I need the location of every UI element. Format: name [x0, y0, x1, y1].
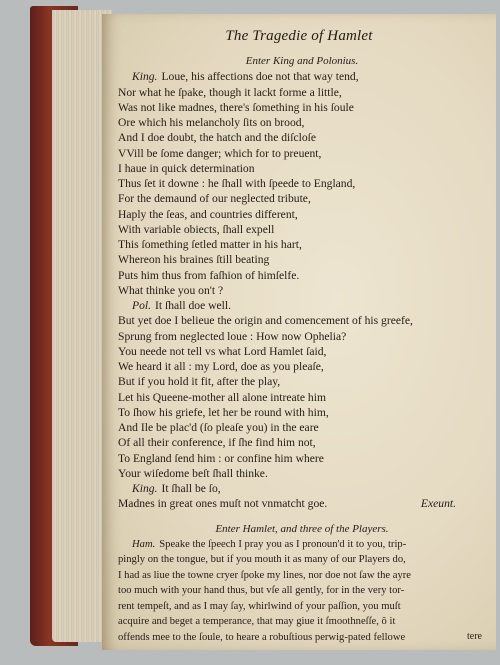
- verse-line-text: Let his Queene-mother all alone intreate him: [118, 390, 326, 404]
- verse-line-text: Nor what he ſpake, though it lackt forme a little,: [118, 85, 342, 99]
- verse-line-text: This ſomething ſetled matter in his hart,: [118, 238, 302, 251]
- prose-line-text: I had as liue the towne cryer ſpoke my lines, nor doe not ſaw the ayre: [118, 569, 411, 581]
- prose-line-text: rent tempeſt, and as I may ſay, whirlwind of your paſſion, you muſt: [118, 600, 401, 612]
- verse-line-text: Your wiſedome beſt ſhall thinke.: [118, 466, 268, 480]
- verse-line: [118, 130, 486, 145]
- speaker-name: Pol.: [132, 299, 151, 312]
- verse-line: [118, 191, 486, 206]
- verse-line-text: With variable obiects, ſhall expell: [118, 222, 275, 236]
- verse-line: [118, 329, 486, 344]
- text-block: [118, 54, 486, 645]
- prose-line: [118, 599, 486, 615]
- prose-line: [118, 568, 486, 584]
- verse-lines: [118, 69, 486, 496]
- prose-line-text: offends mee to the ſoule, to heare a robuſtious perwig-pated fellowe: [118, 631, 406, 643]
- prose-line: [118, 537, 486, 553]
- verse-line-text: What thinke you on't ?: [118, 283, 224, 297]
- speaker-name: King.: [132, 482, 158, 495]
- speaker-name: King.: [132, 70, 158, 84]
- book-page: [102, 14, 496, 650]
- verse-line-text: We heard it all : my Lord, doe as you pleaſe,: [118, 360, 324, 373]
- verse-line: [118, 405, 486, 420]
- verse-line: [118, 100, 486, 115]
- stage-direction-players: Enter Hamlet, and three of the Players.: [215, 522, 389, 535]
- verse-line-text: You neede not tell vs what Lord Hamlet ſaid,: [118, 344, 327, 358]
- verse-line: [118, 344, 486, 359]
- verse-line-text: Puts him thus from faſhion of himſelfe.: [118, 268, 300, 282]
- verse-line-text: Thus ſet it downe : he ſhall with ſpeede to England,: [118, 177, 356, 190]
- prose-lines: [118, 537, 486, 646]
- verse-line-text: But yet doe I belieue the origin and comencement of his greefe,: [118, 314, 413, 328]
- verse-line-text: VVill be ſome danger; which for to preuent,: [118, 146, 322, 160]
- verse-line-text: And Ile be plac'd (ſo pleaſe you) in the eare: [118, 421, 319, 434]
- verse-line-text: Whereon his braines ſtill beating: [118, 253, 270, 267]
- verse-line: [118, 283, 486, 298]
- verse-line: [118, 313, 486, 328]
- verse-line: [118, 390, 486, 405]
- exit-line: [118, 496, 486, 511]
- verse-line-text: Was not like madnes, there's ſomething in his ſoule: [118, 100, 354, 114]
- verse-line: [118, 466, 486, 481]
- prose-line-text: Speake the ſpeech I pray you as I pronoun'd it to you, trip-: [159, 538, 407, 550]
- verse-line-text: Loue, his affections doe not that way tend,: [161, 70, 359, 84]
- verse-line: [118, 115, 486, 130]
- running-head: The Tragedie of Hamlet: [225, 28, 373, 44]
- prose-line: [118, 552, 486, 568]
- verse-line-text: Sprung from neglected loue : How now Ophelia?: [118, 329, 347, 343]
- exit-direction: Exeunt.: [420, 497, 456, 511]
- verse-line: [118, 298, 486, 313]
- speaker-name: Ham.: [132, 538, 156, 550]
- verse-line: [118, 146, 486, 161]
- verse-line: [118, 420, 486, 435]
- verse-line-text: To England ſend him : or confine him where: [118, 451, 324, 465]
- prose-line-text: pingly on the tongue, but if you mouth it as many of our Players do,: [118, 554, 406, 566]
- verse-line: [118, 222, 486, 237]
- verse-line: [118, 237, 486, 252]
- stage-direction: Enter King and Polonius.: [245, 55, 359, 67]
- verse-line: [118, 435, 486, 450]
- prose-line-text: acquire and beget a temperance, that may giue it ſmoothneſſe, ô it: [118, 616, 396, 628]
- verse-line: [118, 481, 486, 496]
- verse-line-text: Of all their conference, if ſhe find him not,: [118, 436, 316, 450]
- verse-line-text: It ſhall doe well.: [155, 299, 231, 312]
- verse-line: [118, 374, 486, 389]
- verse-line-text: For the demaund of our neglected tribute,: [118, 192, 311, 206]
- prose-line: [118, 614, 486, 630]
- verse-line-text: Ore which his melancholy ſits on brood,: [118, 116, 305, 129]
- verse-line: [118, 207, 486, 222]
- verse-line: [118, 252, 486, 267]
- verse-line-text: Madnes in great ones muſt not vnmatcht goe.: [118, 497, 328, 511]
- catchword: tere: [467, 631, 482, 642]
- prose-line: [118, 583, 486, 599]
- verse-line: [118, 85, 486, 100]
- verse-line-text: And I doe doubt, the hatch and the diſcloſe: [118, 131, 317, 145]
- verse-line: [118, 268, 486, 283]
- verse-line: [118, 451, 486, 466]
- verse-line: [118, 176, 486, 191]
- verse-line-text: It ſhall be ſo,: [161, 482, 221, 495]
- verse-line-text: To ſhow his griefe, let her be round with him,: [118, 405, 329, 419]
- verse-line: [118, 161, 486, 176]
- verse-line-text: I haue in quick determination: [118, 161, 255, 175]
- verse-line-text: But if you hold it fit, after the play,: [118, 375, 281, 389]
- prose-line-text: too much with your hand thus, but vſe all gently, for in the very tor-: [118, 585, 405, 597]
- prose-line: [118, 630, 486, 646]
- verse-line-text: Haply the ſeas, and countries different,: [118, 207, 298, 221]
- verse-line: [118, 359, 486, 374]
- verse-line: [118, 69, 486, 84]
